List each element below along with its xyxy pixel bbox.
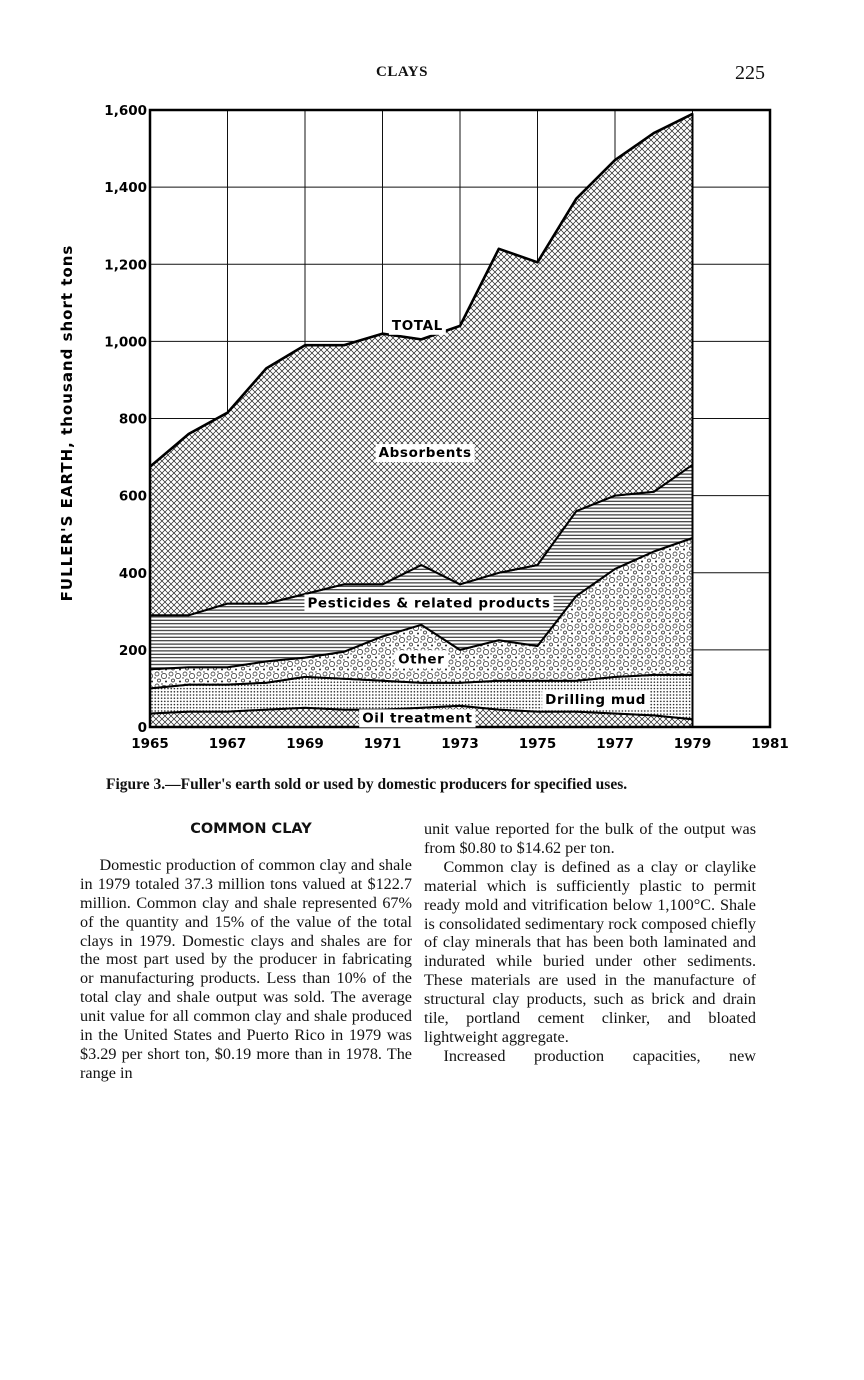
- right-column: [424, 820, 756, 1066]
- series-label-total: [389, 317, 446, 335]
- series-label-text: Pesticides & related products: [307, 595, 551, 612]
- series-label-drilling: [542, 691, 649, 709]
- right-paragraph-1: unit value reported for the bulk of the output was from $0.80 to $14.62 per ton.: [424, 820, 756, 857]
- figure: [0, 95, 864, 760]
- series-label-text: Drilling mud: [545, 691, 647, 708]
- x-tick-label: 1965: [131, 736, 169, 752]
- y-tick-label: 1,000: [104, 334, 147, 351]
- left-paragraph: Domestic production of common clay and shale in 1979 totaled 37.3 million tons valued at $122.7 million. Common clay and shale represented 67% of the quantity and 15% of the value of the total clays in 1979. Domestic clays and shales are for the most part used by the producer in fabricating or manufacturing products. Less than 10% of the total clay and shale output was sold. The average unit value for all common clay and shale produced in the United States and Puerto Rico in 1979 was $3.29 per short ton, $0.19 more than in 1978. The range in: [80, 855, 412, 1082]
- running-title: CLAYS: [376, 64, 428, 80]
- y-axis-label: FULLER'S EARTH, thousand short tons: [58, 244, 76, 602]
- left-column: [80, 820, 412, 1083]
- series-label-absorbents: [376, 444, 475, 462]
- x-tick-label: 1971: [363, 736, 402, 752]
- y-tick-label: 200: [118, 642, 147, 659]
- page-number: 225: [735, 62, 765, 84]
- y-tick-label: 1,400: [104, 180, 147, 197]
- right-paragraph-2: Common clay is defined as a clay or claylike material which is sufficiently plastic to permit ready mold and vitrification below 1,100°C. Shale is consolidated sedimentary rock composed chiefly of clay minerals that has been both laminated and indurated while buried under other sediments. These materials are used in the manufacture of structural clay products, such as brick and drain tile, portland cement clinker, and bloated lightweight aggregate.: [424, 857, 756, 1046]
- fullers-earth-chart: [0, 95, 864, 760]
- x-tick-label: 1977: [596, 736, 634, 752]
- x-tick-label: 1981: [751, 736, 789, 752]
- series-label-pesticides: [304, 594, 553, 612]
- x-tick-label: 1975: [518, 736, 557, 752]
- y-tick-label: 600: [118, 488, 147, 505]
- section-heading: COMMON CLAY: [190, 821, 312, 837]
- y-tick-label: 400: [118, 565, 147, 582]
- series-label-text: Oil treatment: [362, 710, 473, 727]
- series-label-oil: [359, 709, 475, 727]
- x-tick-label: 1967: [208, 736, 247, 752]
- y-tick-label: 0: [137, 720, 147, 736]
- x-tick-label: 1973: [441, 736, 479, 752]
- chart-areas: [150, 114, 693, 727]
- running-head: [0, 62, 864, 86]
- y-tick-label: 1,200: [104, 257, 147, 274]
- y-tick-label: 800: [118, 411, 147, 428]
- y-tick-label: 1,600: [104, 103, 147, 119]
- x-tick-label: 1969: [286, 736, 324, 752]
- series-label-text: Absorbents: [378, 445, 472, 462]
- figure-caption: Figure 3.—Fuller's earth sold or used by domestic producers for specified uses.: [106, 776, 628, 793]
- series-label-other: [395, 650, 447, 668]
- series-label-text: Other: [398, 651, 445, 668]
- x-tick-label: 1979: [673, 736, 712, 752]
- right-paragraph-3: Increased production capacities, new: [443, 1046, 756, 1065]
- series-label-text: TOTAL: [391, 317, 443, 334]
